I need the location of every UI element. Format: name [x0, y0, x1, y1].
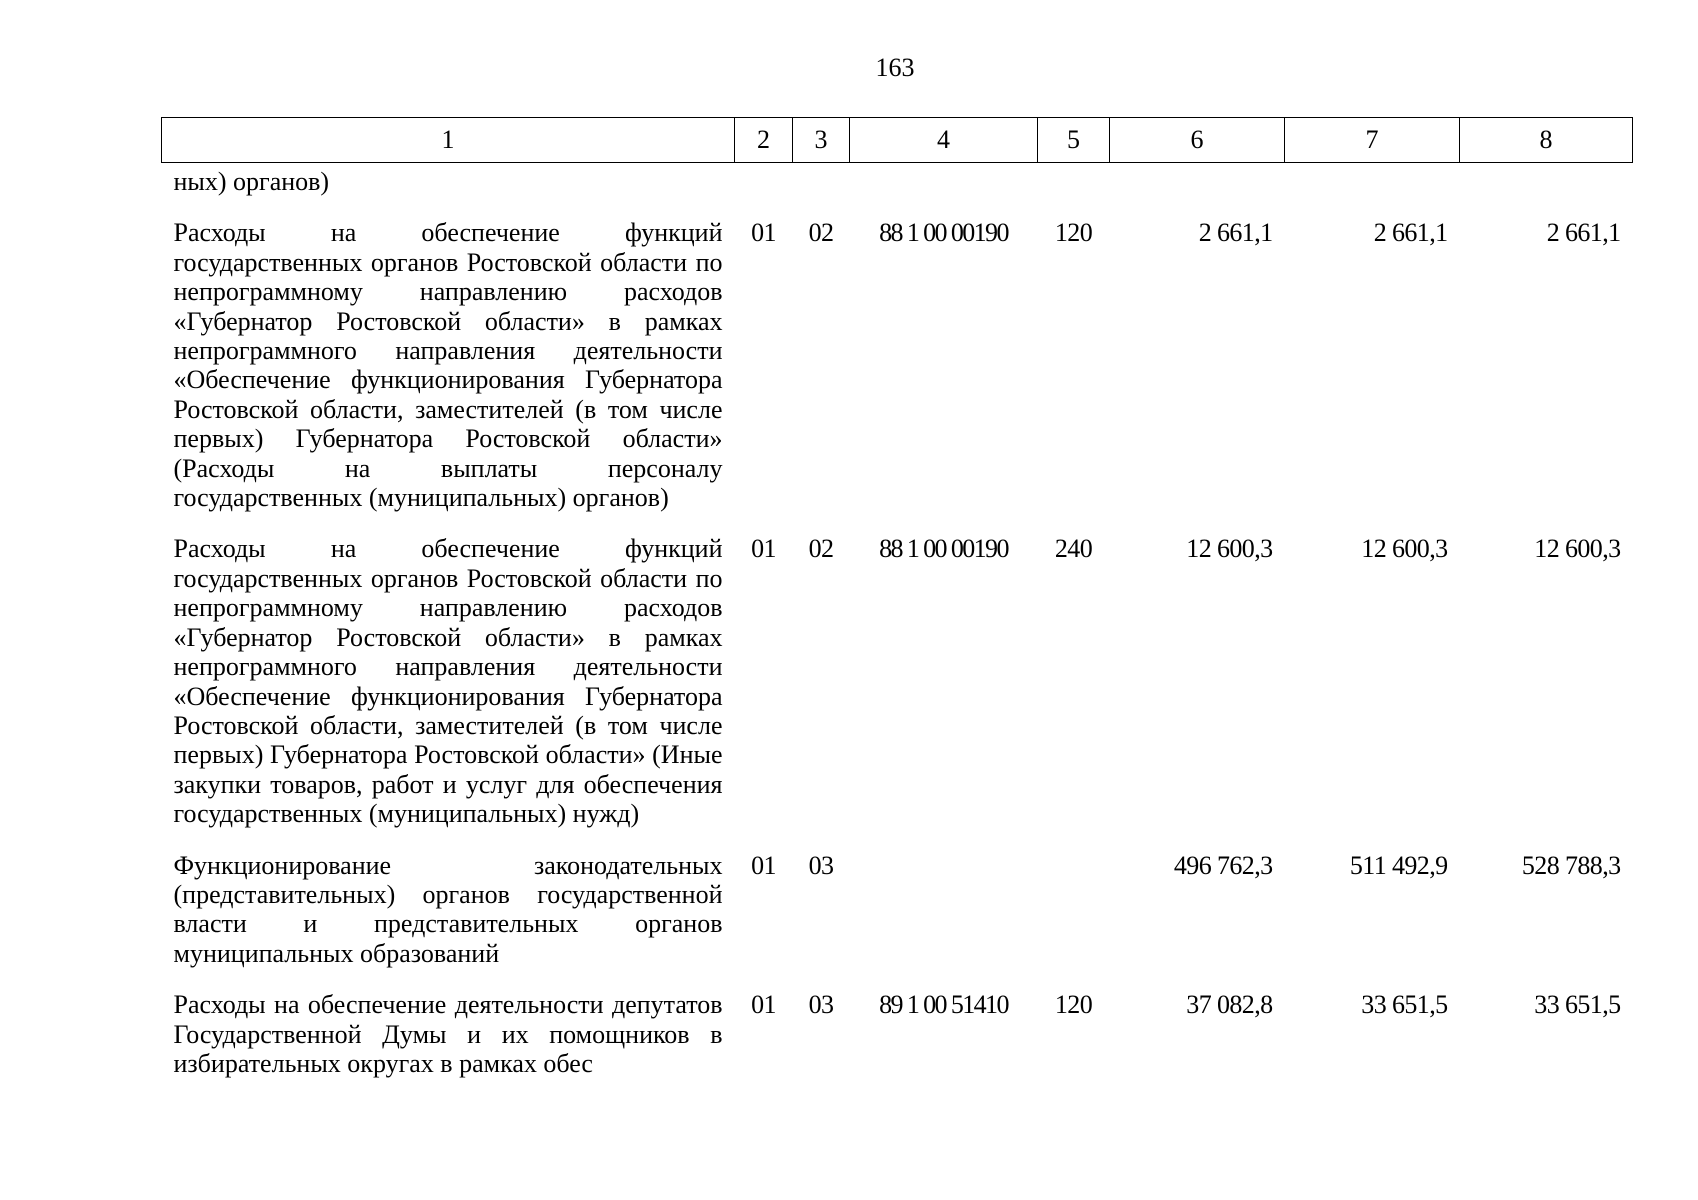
row-subsection-code: 03: [808, 850, 834, 880]
row-amount-col7: 2 661,1: [1373, 218, 1448, 248]
page-number: 163: [875, 53, 915, 82]
row-target-article-code: 88 1 00 00190: [879, 218, 1008, 248]
row-section-code: 01: [751, 850, 776, 880]
row-subsection-code: 03: [808, 990, 834, 1020]
row-amount-col8: 528 788,3: [1521, 850, 1621, 880]
row-subsection-code: 02: [808, 534, 834, 564]
row-amount-col6: 37 082,8: [1186, 990, 1273, 1020]
row-amount-col8: 12 600,3: [1534, 534, 1621, 564]
row-description: Функционирование законодательных (представительных) органов государственной власти и представительных органов муниципальных образований: [173, 850, 723, 968]
row-description: Расходы на обеспечение деятельности депутатов Государственной Думы и их помощников в избирательных округах в рамках обес: [173, 990, 723, 1078]
column-header-7: 7: [1285, 118, 1460, 163]
row-amount-col6: 2 661,1: [1198, 218, 1273, 248]
row-expense-type-code: [1038, 829, 1110, 969]
row-description: Расходы на обеспечение функций государственных органов Ростовской области по непрограммному направлению расходов «Губернатор Ростовской области» в рамках непрограммного направления деятельности «Обеспечение функционирования Губернатора Ростовской области, заместителей (в том числе первых) Губернатора Ростовской области» (Расходы на выплаты персоналу государственных (муниципальных) органов): [173, 218, 723, 513]
row-amount-col7: 511 492,9: [1349, 850, 1448, 880]
row-amount-col8: 33 651,5: [1534, 990, 1621, 1020]
column-header-8: 8: [1460, 118, 1633, 163]
row-amount-col7: 12 600,3: [1361, 534, 1448, 564]
continuation-text: ных) органов): [173, 167, 330, 196]
row-section-code: 01: [751, 218, 776, 248]
row-expense-type-code: 120: [1054, 218, 1093, 248]
column-header-6: 6: [1110, 118, 1285, 163]
column-number-header-row: [162, 118, 1633, 163]
table-row: [162, 196, 1633, 512]
row-expense-type-code: 120: [1054, 990, 1093, 1020]
row-amount-col7: 33 651,5: [1361, 990, 1448, 1020]
column-header-2: 2: [735, 118, 793, 163]
continuation-row: [162, 163, 1633, 197]
row-section-code: 01: [751, 534, 776, 564]
row-amount-col6: 12 600,3: [1186, 534, 1273, 564]
row-target-article-code: 89 1 00 51410: [879, 990, 1008, 1020]
row-section-code: 01: [751, 990, 776, 1020]
row-expense-type-code: 240: [1054, 534, 1093, 564]
column-header-1: 1: [162, 118, 735, 163]
row-description: Расходы на обеспечение функций государственных органов Ростовской области по непрограммному направлению расходов «Губернатор Ростовской области» в рамках непрограммного направления деятельности «Обеспечение функционирования Губернатора Ростовской области, заместителей (в том числе первых) Губернатора Ростовской области» (Иные закупки товаров, работ и услуг для обеспечения государственных (муниципальных) нужд): [173, 534, 723, 829]
column-header-4: 4: [850, 118, 1038, 163]
budget-table: [161, 117, 1633, 1078]
row-amount-col8: 2 661,1: [1546, 218, 1621, 248]
column-header-3: 3: [793, 118, 850, 163]
table-row: [162, 829, 1633, 969]
row-subsection-code: 02: [808, 218, 834, 248]
row-amount-col6: 496 762,3: [1173, 850, 1273, 880]
row-target-article-code: [850, 829, 1038, 969]
table-row: [162, 968, 1633, 1078]
column-header-5: 5: [1038, 118, 1110, 163]
table-row: [162, 512, 1633, 828]
row-target-article-code: 88 1 00 00190: [879, 534, 1008, 564]
